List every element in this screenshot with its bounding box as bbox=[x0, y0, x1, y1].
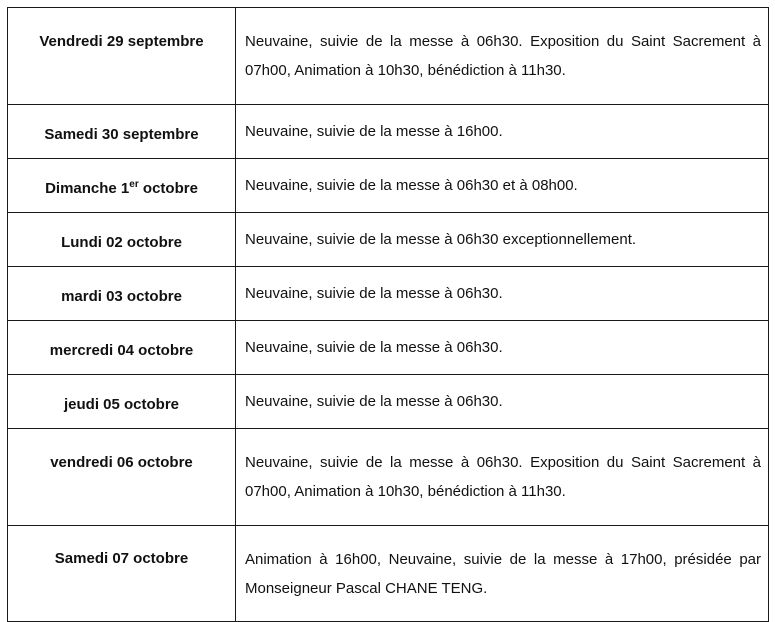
schedule-table bbox=[7, 7, 769, 622]
table-row bbox=[8, 213, 769, 267]
description-cell: Neuvaine, suivie de la messe à 06h30. Exposition du Saint Sacrement à 07h00, Animation à 10h30, bénédiction à 11h30. bbox=[236, 429, 769, 526]
schedule-container bbox=[7, 7, 769, 622]
date-cell: Vendredi 29 septembre bbox=[8, 8, 236, 105]
description-cell: Neuvaine, suivie de la messe à 06h30. bbox=[236, 267, 769, 321]
date-cell: jeudi 05 octobre bbox=[8, 375, 236, 429]
date-cell: mardi 03 octobre bbox=[8, 267, 236, 321]
description-cell: Neuvaine, suivie de la messe à 16h00. bbox=[236, 105, 769, 159]
table-row bbox=[8, 267, 769, 321]
table-row bbox=[8, 105, 769, 159]
date-cell: vendredi 06 octobre bbox=[8, 429, 236, 526]
description-cell: Neuvaine, suivie de la messe à 06h30 exceptionnellement. bbox=[236, 213, 769, 267]
date-cell: mercredi 04 octobre bbox=[8, 321, 236, 375]
table-row bbox=[8, 429, 769, 526]
table-row bbox=[8, 375, 769, 429]
table-row bbox=[8, 159, 769, 213]
date-cell bbox=[8, 159, 236, 213]
description-cell: Animation à 16h00, Neuvaine, suivie de la messe à 17h00, présidée par Monseigneur Pascal CHANE TENG. bbox=[236, 526, 769, 622]
date-cell: Samedi 30 septembre bbox=[8, 105, 236, 159]
date-cell: Samedi 07 octobre bbox=[8, 526, 236, 622]
table-row bbox=[8, 321, 769, 375]
description-cell: Neuvaine, suivie de la messe à 06h30. bbox=[236, 321, 769, 375]
description-cell: Neuvaine, suivie de la messe à 06h30. Exposition du Saint Sacrement à 07h00, Animation à 10h30, bénédiction à 11h30. bbox=[236, 8, 769, 105]
date-ordinal-suffix: er bbox=[129, 179, 139, 190]
table-row bbox=[8, 526, 769, 622]
description-cell: Neuvaine, suivie de la messe à 06h30. bbox=[236, 375, 769, 429]
description-cell: Neuvaine, suivie de la messe à 06h30 et à 08h00. bbox=[236, 159, 769, 213]
date-prefix: Dimanche 1 bbox=[45, 180, 130, 197]
date-month: octobre bbox=[138, 180, 198, 197]
table-row bbox=[8, 8, 769, 105]
date-cell: Lundi 02 octobre bbox=[8, 213, 236, 267]
